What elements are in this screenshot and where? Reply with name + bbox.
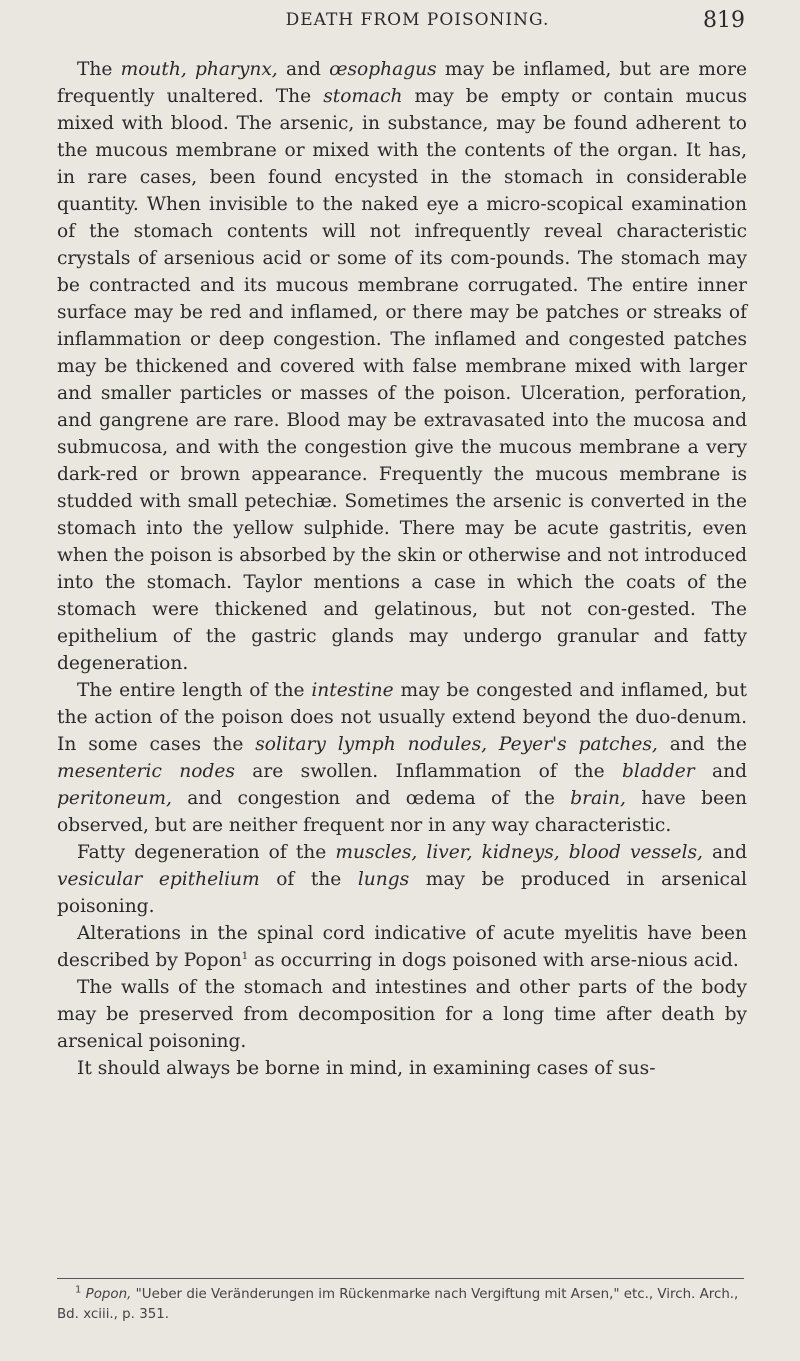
text-run: may be inflamed, but are more frequently unaltered. The bbox=[57, 59, 747, 107]
paragraph bbox=[57, 56, 747, 677]
text-run: The walls of the stomach and intestines and other parts of the body may be preserved from decomposition for a long time after death by arsenical poisoning. bbox=[57, 977, 747, 1052]
text-run: as occurring in dogs poisoned with arse-nious acid. bbox=[248, 950, 739, 971]
text-run: have been observed, but are neither frequent nor in any way characteristic. bbox=[57, 788, 747, 836]
text-run: of the bbox=[259, 869, 358, 890]
text-run: It should always be borne in mind, in examining cases of sus- bbox=[77, 1058, 656, 1079]
footnote bbox=[57, 1285, 747, 1325]
footnote-rule bbox=[57, 1278, 744, 1279]
text-run: and bbox=[702, 842, 748, 863]
paragraph bbox=[57, 920, 747, 974]
paragraph bbox=[57, 974, 747, 1055]
paragraph bbox=[57, 1055, 747, 1082]
text-run: Alterations in the spinal cord indicative of acute myelitis have been described by Popon bbox=[57, 923, 747, 971]
text-run: may be congested and inflamed, but the action of the poison does not usually extend beyond the duo-denum. In some cases the bbox=[57, 680, 747, 755]
italic-term: stomach bbox=[323, 86, 403, 107]
text-run: are swollen. Inflammation of the bbox=[234, 761, 622, 782]
text-run: Fatty degeneration of the bbox=[77, 842, 336, 863]
page-number: 819 bbox=[703, 8, 745, 33]
italic-term: peritoneum, bbox=[57, 788, 172, 809]
text-run: and bbox=[277, 59, 330, 80]
text-run: The bbox=[77, 59, 121, 80]
body-text bbox=[57, 56, 747, 1082]
italic-term: œsophagus bbox=[329, 59, 437, 80]
text-run: and bbox=[694, 761, 747, 782]
italic-term: intestine bbox=[311, 680, 394, 701]
italic-term: mouth, pharynx, bbox=[120, 59, 278, 80]
italic-term: lungs bbox=[357, 869, 410, 890]
text-run: may be empty or contain mucus mixed with blood. The arsenic, in substance, may be found adherent to the mucous membrane or mixed with the contents of the organ. It has, in rare cases, been found encysted in the stomach in considerable quantity. When invisible to the naked eye a micro-scopical examination of the stomach contents will not infrequently reveal characteristic crystals of arsenious acid or some of its com-pounds. The stomach may be contracted and its mucous membrane corrugated. The entire inner surface may be red and inflamed, or there may be patches or streaks of inflammation or deep congestion. The inflamed and congested patches may be thickened and covered with false membrane mixed with larger and smaller particles or masses of the poison. Ulceration, perforation, and gangrene are rare. Blood may be extravasated into the mucosa and submucosa, and with the congestion give the mucous membrane a very dark-red or brown appearance. Frequently the mucous membrane is studded with small petechiæ. Sometimes the arsenic is converted in the stomach into the yellow sulphide. There may be acute gastritis, even when the poison is absorbed by the skin or otherwise and not introduced into the stomach. Taylor mentions a case in which the coats of the stomach were thickened and gelatinous, but not con-gested. The epithelium of the gastric glands may undergo granular and fatty degeneration. bbox=[57, 86, 747, 674]
footnotes bbox=[57, 1285, 747, 1325]
text-run: and congestion and œdema of the bbox=[171, 788, 571, 809]
italic-term: brain, bbox=[570, 788, 626, 809]
italic-term: mesenteric nodes bbox=[57, 761, 235, 782]
paragraph bbox=[57, 677, 747, 839]
text-run: The entire length of the bbox=[77, 680, 312, 701]
text-run: may be produced in arsenical poisoning. bbox=[57, 869, 747, 917]
text-run: "Ueber die Veränderungen im Rückenmarke nach Vergiftung mit Arsen," etc., Virch. Arch., Bd. xciii., p. 351. bbox=[57, 1287, 739, 1322]
paragraph bbox=[57, 839, 747, 920]
italic-term: Popon, bbox=[85, 1287, 132, 1302]
running-head: DEATH FROM POISONING. bbox=[285, 10, 550, 30]
italic-term: bladder bbox=[621, 761, 695, 782]
page-header bbox=[90, 10, 745, 44]
italic-term: vesicular epithelium bbox=[57, 869, 260, 890]
italic-term: muscles, liver, kidneys, blood vessels, bbox=[335, 842, 703, 863]
text-run: and the bbox=[657, 734, 748, 755]
italic-term: solitary lymph nodules, Peyer's patches, bbox=[255, 734, 658, 755]
footnote-marker: 1 bbox=[241, 950, 249, 962]
footnote-marker: 1 bbox=[75, 1284, 82, 1296]
